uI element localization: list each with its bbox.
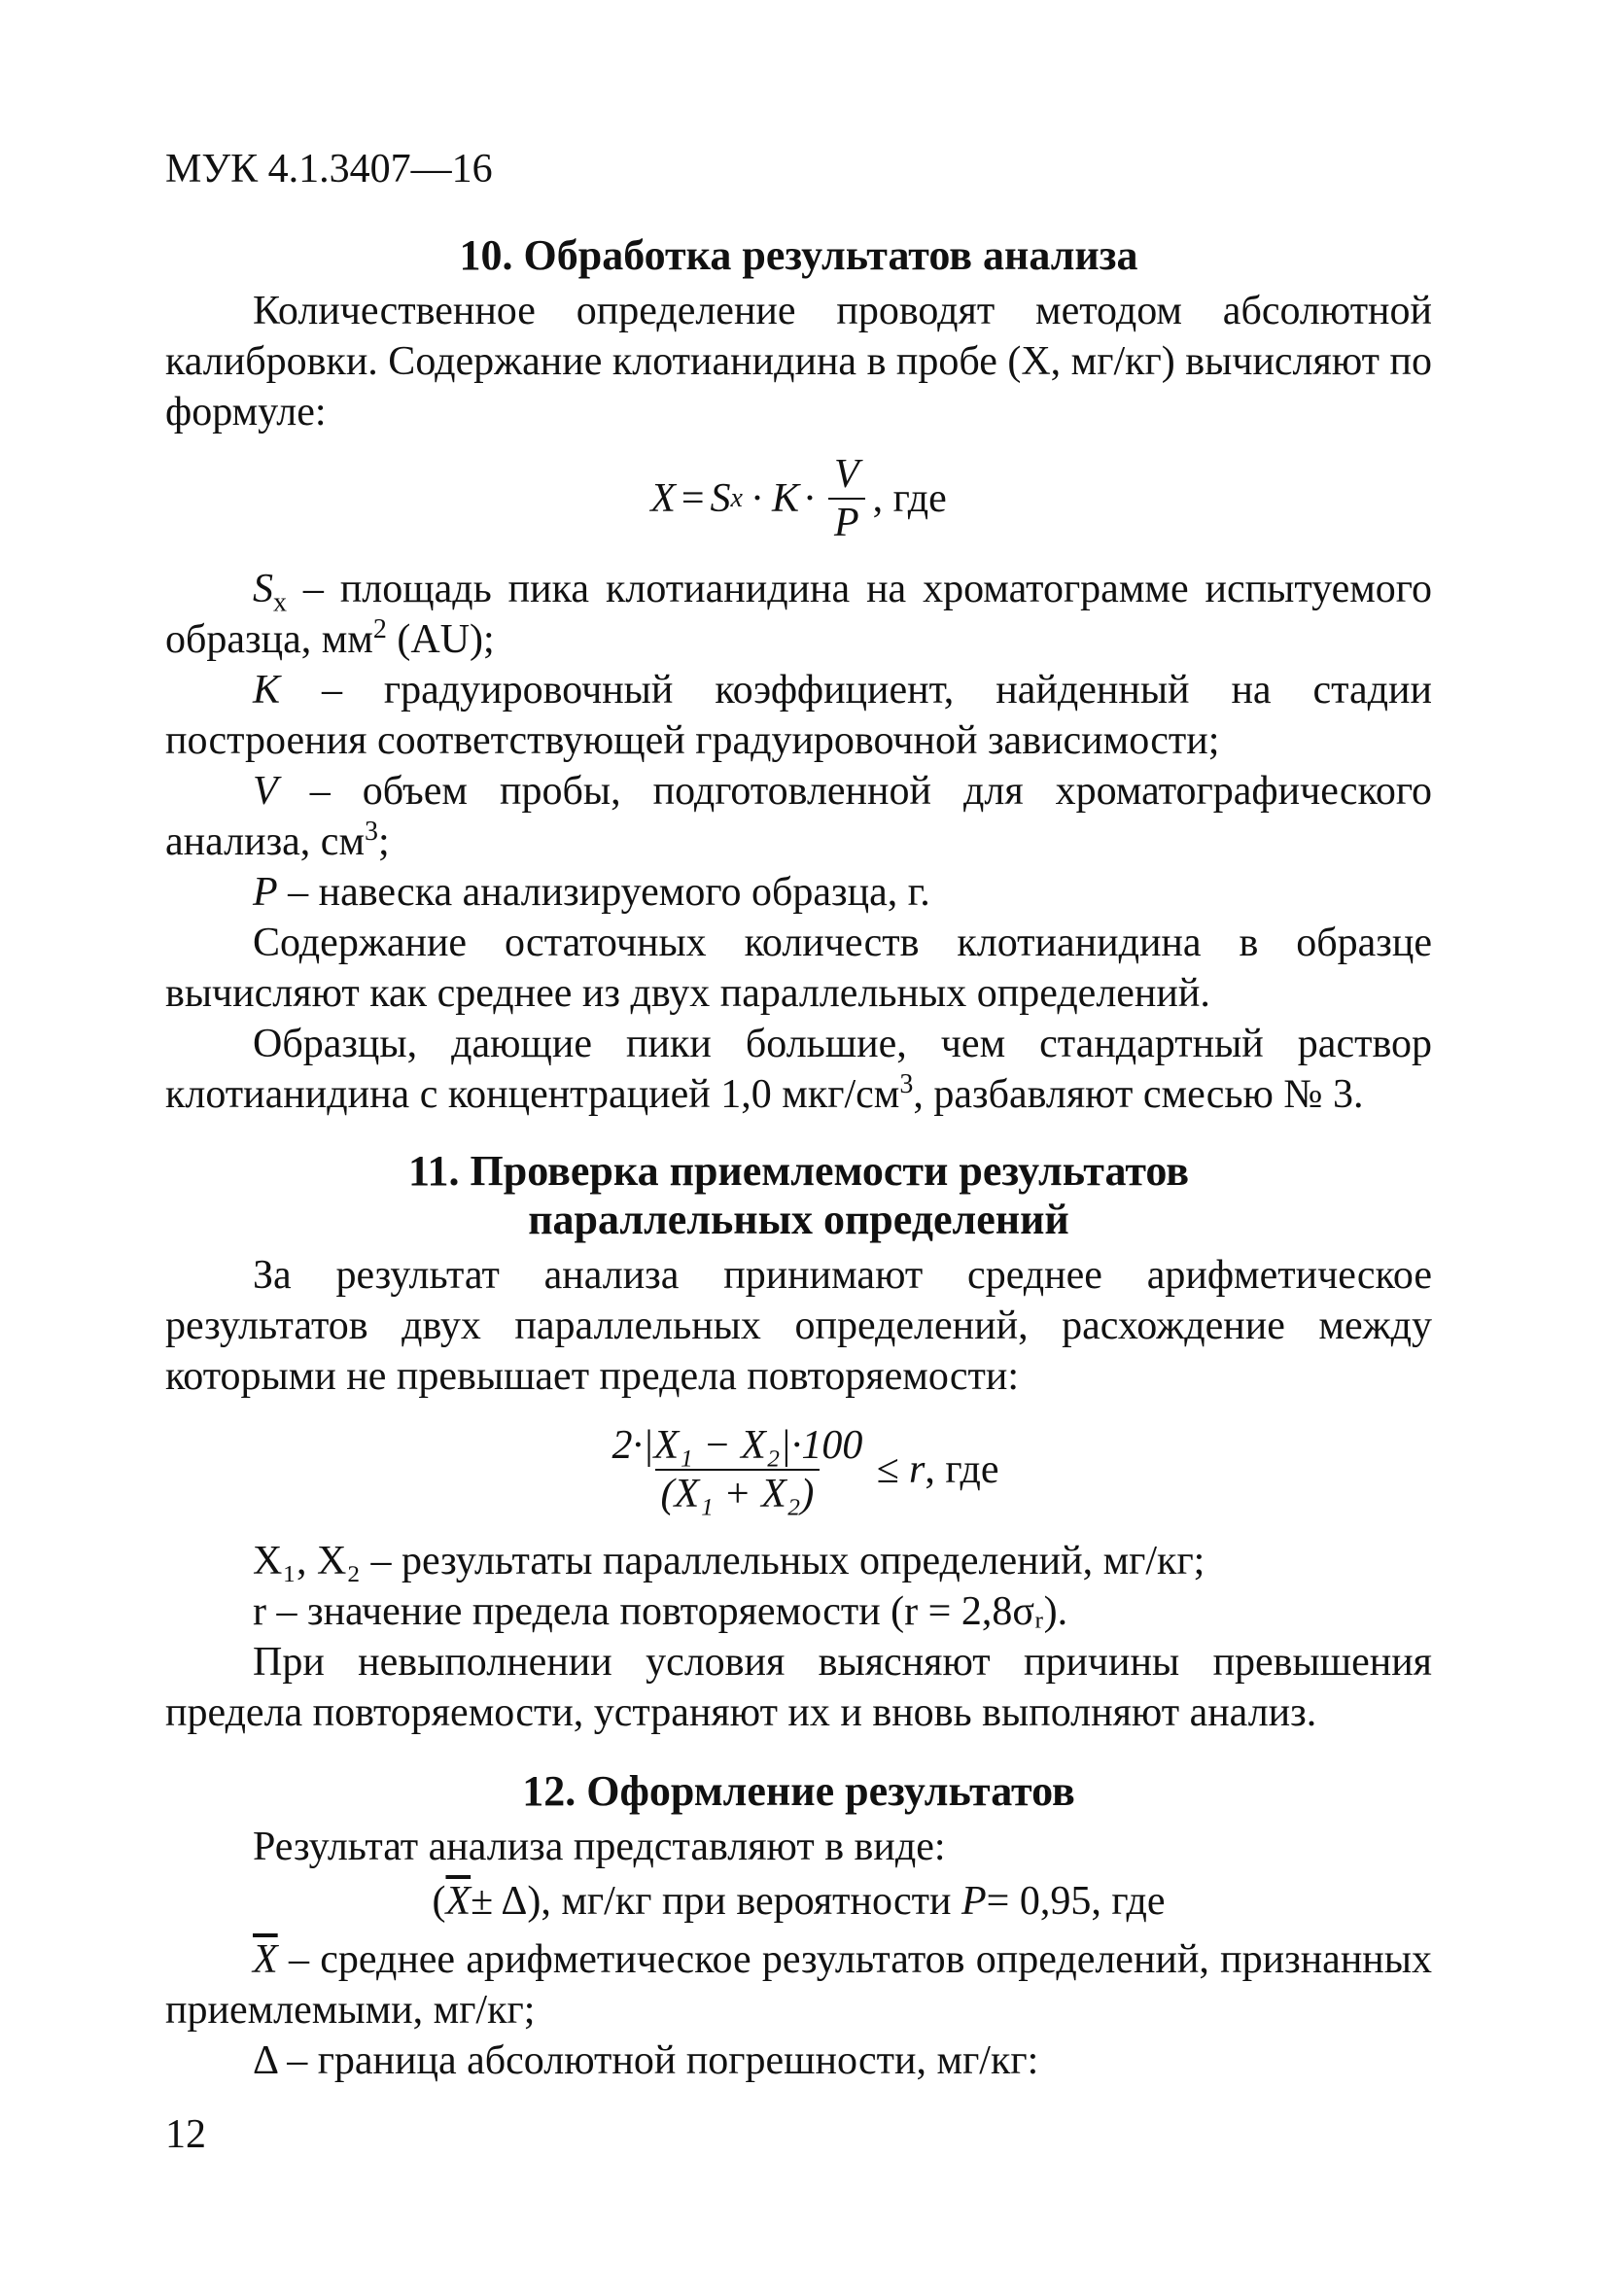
- formula-repeatability: $\frac{\text{2·|X₁ − X₂|·100}}{\text{(X₁ + X₂)}}$ ≤ r , где: [165, 1411, 1432, 1528]
- definition-r: r – значение предела повторяемости (r = 2,8σᵣ).: [253, 1589, 1068, 1634]
- definition-k: K – градуировочный коэффициент, найденный на стадии построения соответствующей градуировочной зависимости;: [165, 668, 1432, 763]
- section-10-intro: Количественное определение проводят методом абсолютной калибровки. Содержание клотианидина в пробе (X, мг/кг) вычисляют по формуле:: [165, 289, 1432, 435]
- definition-sx: $S_x$ – площадь пика клотианидина на хроматограмме испытуемого образца, $мм^2$ (AU);: [165, 567, 1432, 662]
- formula-fraction: $\frac{\text{2·|X₁ − X₂|·100}}{\text{(X₁ + X₂)}}$: [611, 1423, 863, 1516]
- section-11-paragraph-1: При невыполнении условия выясняют причины превышения предела повторяемости, устраняют их и вновь выполняют анализ.: [165, 1640, 1432, 1735]
- section-11-intro: За результат анализа принимают среднее арифметическое результатов двух параллельных определений, расхождение между которыми не превышает предела повторяемости:: [165, 1253, 1432, 1399]
- definition-p: P – навеска анализируемого образца, г.: [253, 870, 930, 915]
- section-10-paragraph-2: Образцы, дающие пики большие, чем стандартный раствор клотианидина с концентрацией 1,0 мкг/$см^3$, разбавляют смесью № 3.: [165, 1022, 1432, 1117]
- definition-x-mean: $\overline{X}$ – среднее арифметическое результатов определений, признанных приемлемыми, мг/кг;: [165, 1937, 1432, 2033]
- section-11-title-line-2: параллельных определений: [528, 1196, 1069, 1243]
- section-10-title: 10. Обработка результатов анализа: [459, 231, 1138, 279]
- section-10-paragraph-1: Содержание остаточных количеств клотианидина в образце вычисляют как среднее из двух параллельных определений.: [165, 921, 1432, 1016]
- section-11-title-line-1: 11. Проверка приемлемости результатов: [407, 1147, 1190, 1195]
- page-content: [165, 231, 1432, 2086]
- section-12-intro: Результат анализа представляют в виде:: [253, 1825, 946, 1869]
- definition-v: V – объем пробы, подготовленной для хроматографического анализа, $см^3$;: [165, 769, 1432, 864]
- definition-x1-x2: X₁, X₂ – результаты параллельных определений, мг/кг;: [253, 1539, 1205, 1583]
- formula-fraction: $\frac{V}{P}$: [828, 451, 865, 546]
- section-12-title: 12. Оформление результатов: [522, 1767, 1075, 1815]
- formula-result: ( $\overline{X}$ ± Δ), мг/кг при вероятности P = 0,95, где: [432, 1879, 1166, 1924]
- document-code: МУК 4.1.3407—16: [165, 147, 493, 191]
- page-number: 12: [165, 2112, 206, 2157]
- formula-x: X = S x · K · $\frac{V}{P}$ , где: [650, 452, 947, 545]
- definition-delta: Δ – граница абсолютной погрешности, мг/кг:: [253, 2038, 1039, 2083]
